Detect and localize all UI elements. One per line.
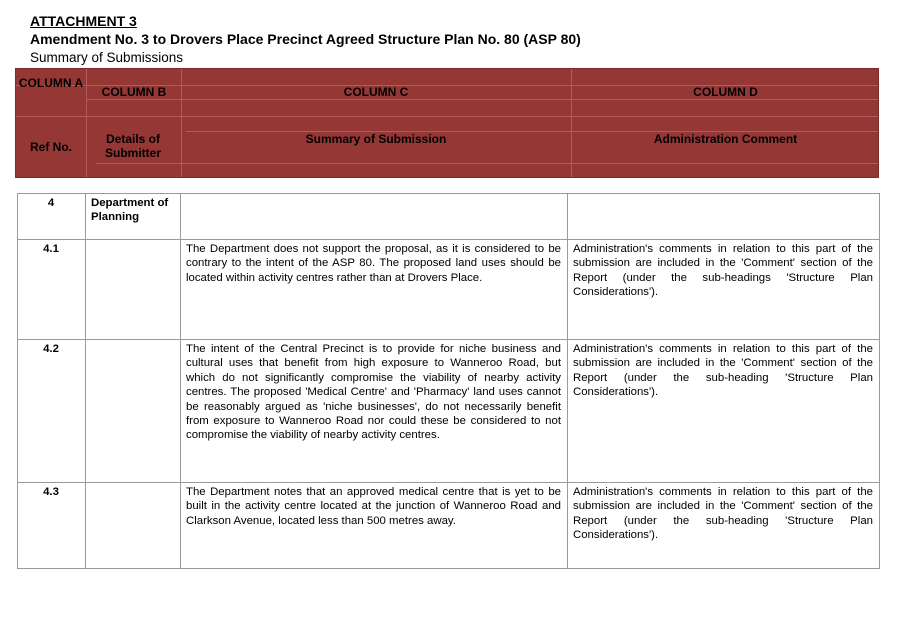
table-row: [18, 340, 880, 483]
document-subtitle: Summary of Submissions: [30, 50, 184, 65]
summary-of-submission-header: Summary of Submission: [305, 132, 447, 146]
ref-cell: 4.1: [18, 240, 86, 340]
details-of-submitter-header: Details of Submitter: [104, 132, 161, 160]
submitter-cell: [86, 240, 181, 340]
ref-cell: 4.2: [18, 340, 86, 483]
summary-cell: The intent of the Central Precinct is to provide for niche business and cultural uses that benefit from high exposure to Wanneroo Road, but which do not significantly compromise the viability of nearby activity centres. The proposed 'Medical Centre' and 'Pharmacy' land uses cannot be reasonably argued as 'niche businesses', do not necessarily benefit from exposure to Wanneroo Road nor could these be considered to not compromise the viability of nearby activity centres.: [181, 340, 568, 483]
submitter-cell: [86, 483, 181, 569]
comment-cell: Administration's comments in relation to this part of the submission are included in the 'Comment' section of the Report (under the sub-heading 'Structure Plan Considerations').: [568, 340, 880, 483]
comment-cell: Administration's comments in relation to this part of the submission are included in the 'Comment' section of the Report (under the sub-heading 'Structure Plan Considerations').: [568, 483, 880, 569]
summary-cell: The Department does not support the proposal, as it is considered to be contrary to the intent of the ASP 80. The proposed land uses should be located within activity centres rather than at Drovers Place.: [181, 240, 568, 340]
column-a-header: COLUMN A: [18, 76, 84, 90]
ref-cell: 4.3: [18, 483, 86, 569]
table-row: [18, 194, 880, 240]
submissions-table: [17, 193, 880, 569]
column-d-header: COLUMN D: [693, 85, 758, 99]
submitter-cell: Department of Planning: [86, 194, 181, 240]
column-b-header: COLUMN B: [101, 85, 167, 99]
ref-cell: 4: [18, 194, 86, 240]
comment-cell: [568, 194, 880, 240]
summary-cell: The Department notes that an approved medical centre that is yet to be built in the activity centre located at the junction of Wanneroo Road and Clarkson Avenue, located less than 500 metres away.: [181, 483, 568, 569]
submitter-cell: [86, 340, 181, 483]
administration-comment-header: Administration Comment: [653, 132, 798, 146]
column-c-header: COLUMN C: [343, 85, 409, 99]
table-row: [18, 483, 880, 569]
ref-no-header: Ref No.: [30, 140, 72, 154]
table-row: [18, 240, 880, 340]
summary-cell: [181, 194, 568, 240]
comment-cell: Administration's comments in relation to this part of the submission are included in the 'Comment' section of the Report (under the sub-headings 'Structure Plan Considerations').: [568, 240, 880, 340]
table-header: [15, 68, 879, 178]
attachment-label: ATTACHMENT 3: [30, 13, 137, 29]
document-title: Amendment No. 3 to Drovers Place Precinct Agreed Structure Plan No. 80 (ASP 80): [30, 31, 581, 47]
